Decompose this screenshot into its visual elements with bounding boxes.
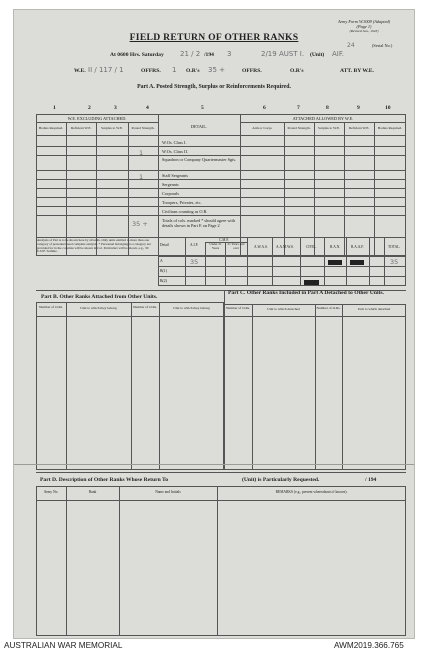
part-b-table [36, 302, 224, 470]
col-number-1: 1 [53, 105, 56, 111]
subhead-surplus: Surplus to W.E. [101, 126, 123, 130]
part-d-title: Part D. Description of Other Ranks Whose Return To [40, 477, 168, 483]
detail-row-civilians: Civilians counting as O.R. [162, 209, 208, 214]
analysis-over21-head: 21 Years and over [227, 242, 245, 250]
header-unit-suffix: AIF. [332, 50, 344, 58]
col-number-9: 9 [357, 105, 360, 111]
subhead-deficient-att: Deficient W.E. [348, 126, 370, 130]
col-number-6: 6 [263, 105, 266, 111]
analysis-aamws-head: A.A.M.W.S. [276, 245, 294, 249]
form-sheet [14, 10, 414, 638]
part-b-col-number-1: Number of O.Rs. [38, 305, 64, 309]
header-serial-hand: 24 [347, 42, 355, 49]
part-c-col-number-2: Number of O.Rs. [316, 306, 341, 310]
part-c-col-number-1: Number of O.Rs. [225, 306, 251, 310]
subhead-deficient: Deficient W.E. [70, 126, 92, 130]
col-number-2: 2 [88, 105, 91, 111]
part-d-unit: (Unit) is Particularly Requested. [242, 477, 320, 483]
detail-row-totals: Totals of cols. marked * should agree with details shown in Part E on Page 2 [162, 218, 235, 228]
analysis-awas-head: A.W.A.S. [254, 245, 268, 249]
detail-row-corporals: Corporals [162, 191, 179, 196]
analysis-cmf-head: C.M.F. [219, 238, 229, 242]
analysis-total-hand: 35 [390, 258, 399, 266]
part-c-col-unit-2: Unit to which detached [357, 307, 391, 311]
offrs-hand: 1 [172, 66, 177, 74]
col-number-10: 10 [385, 105, 391, 111]
part-d-col-army-no: Army No. [43, 490, 59, 494]
analysis-row-a: A [160, 259, 163, 263]
subhead-surplus-att: Surplus to W.E. [318, 126, 340, 130]
part-b-title: Part B. Other Ranks Attached from Other Units. [41, 294, 158, 300]
part-b-col-number-2: Number of O.Rs. [132, 305, 158, 309]
posted-total-hand: 35 + [132, 220, 148, 228]
subhead-bodies-required-att: Bodies Required. [377, 126, 403, 130]
ors2-label: O.R's [290, 68, 304, 74]
part-d-table [36, 486, 406, 636]
header-unit-label: (Unit) [310, 52, 325, 58]
detail-row-troopers: Troopers, Privates, etc. [162, 200, 202, 205]
part-c-col-unit-1: Unit to which detached [267, 307, 300, 311]
part-a-title: Part A. Posted Strength, Surplus or Reinforcements Required. [137, 84, 291, 90]
attached-header: ATTACHED ALLOWED BY W.E. [292, 116, 354, 121]
part-b-col-unit-1: Unit to which they belong [80, 306, 117, 310]
form-title: FIELD RETURN OF OTHER RANKS [129, 32, 299, 43]
analysis-under21-head: Under 21 Years [209, 242, 222, 250]
analysis-ran-head: R.A.N. [330, 245, 341, 249]
posted-wo2-hand: 1 [139, 149, 144, 157]
part-b-col-unit-2: Unit to which they belong [173, 306, 210, 310]
offrs-label: OFFRS. [141, 68, 161, 74]
form-ref-line1: Army Form W.3009 (Adapted) [337, 19, 391, 24]
col-number-4: 4 [146, 105, 149, 111]
header-unit-hand: 2/19 AUST I. [261, 50, 305, 58]
header-year-hand: 3 [227, 50, 232, 58]
analysis-row-b2: B(2) [160, 279, 167, 283]
analysis-raaf-head: R.A.A.F. [351, 245, 364, 249]
analysis-detail-head: Detail [160, 243, 169, 247]
analysis-row-b1: B(1) [160, 269, 167, 273]
part-d-date: / 194 [365, 477, 377, 483]
detail-row-sergeants: Sergeants [162, 182, 179, 187]
header-year: /194 [204, 52, 214, 58]
subhead-bodies-required: Bodies Required. [38, 126, 64, 130]
redaction-raaf [350, 260, 364, 265]
detail-header: DETAIL. [190, 124, 208, 129]
part-d-col-remarks: REMARKS (e.g., present whereabouts if known). [275, 490, 348, 494]
subhead-posted-strength: Posted Strength. [131, 126, 155, 130]
ors-label: O.R's [186, 68, 200, 74]
analysis-aif-head: A.I.F. [190, 243, 199, 247]
ors-hand: 35 + [208, 66, 225, 74]
redaction-ran [328, 260, 342, 265]
redaction-civil [304, 280, 319, 285]
part-c-title: Part C. Other Ranks Included in Part A Detached to Other Units. [228, 290, 384, 296]
header-date-hand: 21 / 2 [180, 50, 201, 58]
subhead-posted-strength-att: Posted Strength. [287, 126, 311, 130]
detail-row-staff-sergeants: Staff Sergeants [162, 173, 188, 178]
analysis-civil-head: CIVIL. [306, 245, 317, 249]
analysis-aif-hand: 35 [190, 258, 199, 266]
analysis-text: Analysis of Part A to be shown here by all units. Only units entitled to more than one category of personnel need complete analysis. * Personnel belonging to a category not provided for in the columns will be shown in Col. Particulars will be shown, e.g., 30 U.D.F. Somme. [37, 238, 151, 254]
we-label: W.E. [74, 68, 86, 74]
analysis-total-head: TOTAL. [388, 245, 401, 249]
subhead-arm-corps: Arm or Corps [252, 126, 272, 130]
form-ref-line3: (Revised Jan., 1943) [349, 29, 379, 33]
col-number-5: 5 [201, 105, 204, 111]
part-d-col-name: Name and Initials [155, 490, 181, 494]
we-hand: II / 117 / 1 [88, 66, 124, 74]
caption-source: AUSTRALIAN WAR MEMORIAL [4, 641, 123, 650]
posted-staff-sgt-hand: 1 [139, 173, 144, 181]
part-d-col-rank: Rank [88, 490, 97, 494]
header-time: At 0600 Hrs. Saturday [110, 52, 164, 58]
we-excl-header: W.E. EXCLUDING ATTACHED. [67, 116, 127, 121]
col-number-7: 7 [297, 105, 300, 111]
col-number-3: 3 [114, 105, 117, 111]
detail-row-wo1: W.Os. Class I. [162, 140, 187, 145]
form-ref-line2: (Page 1) [356, 24, 372, 29]
fold-line [14, 464, 414, 465]
col-number-8: 8 [326, 105, 329, 111]
att-label: ATT. BY W.E. [340, 68, 374, 74]
offrs2-label: OFFRS. [242, 68, 262, 74]
detail-row-wo2: W.Os. Class II. [162, 149, 188, 154]
header-serial-label: (Serial No.) [372, 43, 393, 48]
caption-accession: AWM2019.366.765 [334, 641, 404, 650]
detail-row-cqms: Squadron or Company Quartermaster Sgts. [162, 157, 237, 162]
